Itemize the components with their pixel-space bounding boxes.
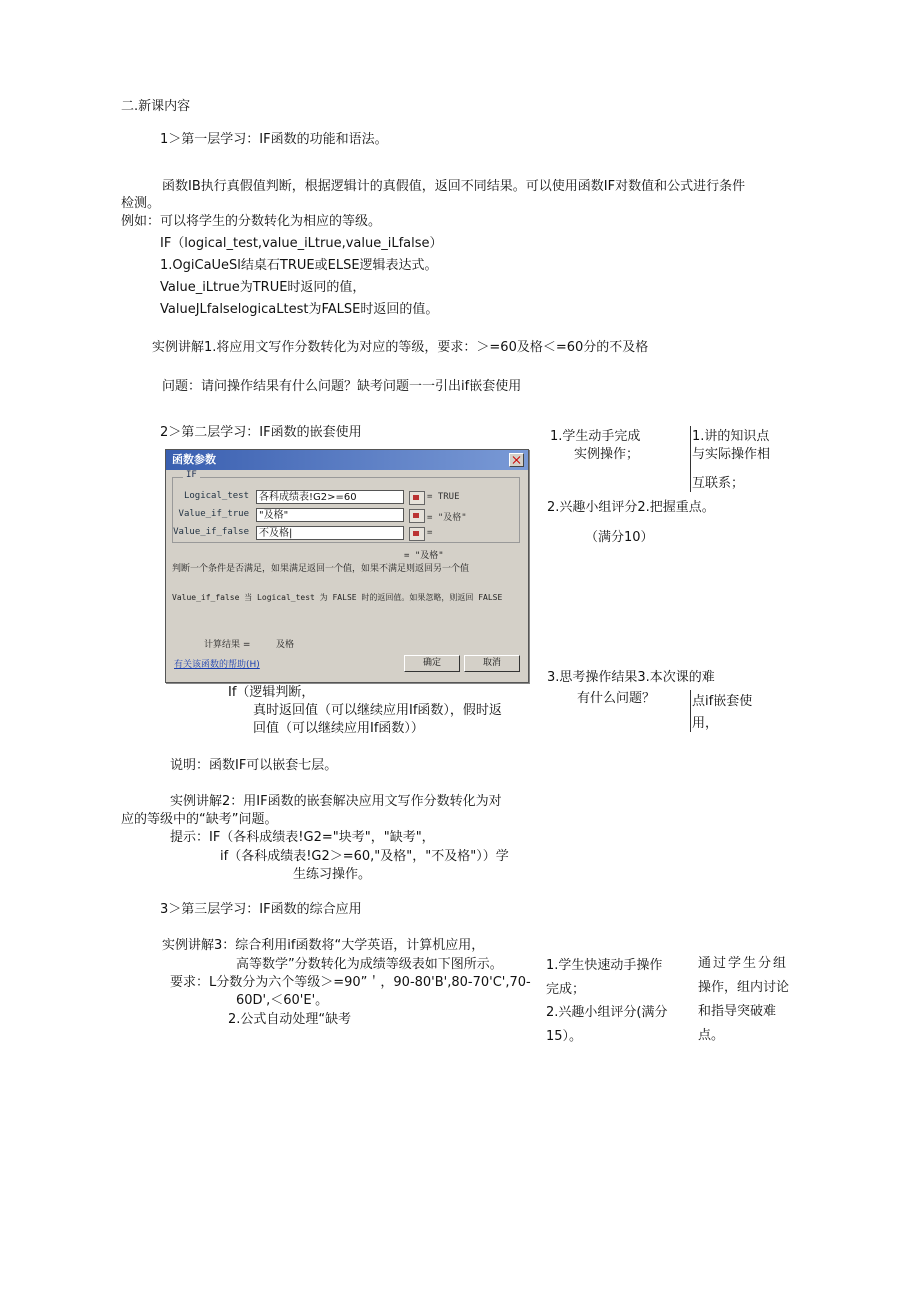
arg-value-if-false: ValueJLfalselogicaLtest为FALSE时返回的值。 [160,302,439,317]
layer1-example: 例如：可以将学生的分数转化为相应的等级。 [121,214,382,229]
value-if-false-result: = [427,528,433,538]
parameter-description: Value_if_false 当 Logical_test 为 FALSE 时的返回值。如果忽略，则返回 FALSE [172,593,503,602]
layer1-desc-line2: 检测。 [121,196,161,211]
side4-right1: 通过学生分组 [698,956,789,971]
side4-line3: 2.兴趣小组评分(满分 [546,1005,668,1020]
value-if-false-input[interactable]: 不及格| [256,526,404,540]
if-syntax: IF（logical_test,value_iLtrue,value_iLfalse） [160,236,443,251]
requirement-line3: 2.公式自动处理“缺考 [228,1012,352,1027]
group-label: IF [183,470,200,480]
ok-button[interactable]: 确定 [404,655,460,672]
bracket-divider [690,426,691,492]
if-argument-group [172,470,520,543]
case2-line1: 实例讲解2：用IF函数的嵌套解决应用文写作分数转化为对 [170,794,502,809]
layer2-heading: 2＞第二层学习：IF函数的嵌套使用 [160,425,362,440]
side3-right2: 用， [692,716,719,731]
collapse-dialog-icon[interactable] [409,491,425,505]
side3-right1: 点if嵌套使 [692,694,753,709]
value-if-true-result: = "及格" [427,513,467,523]
side1-right3: 互联系； [692,476,745,491]
hint-line3: 生练习操作。 [293,867,372,882]
side3-line1: 3.思考操作结果3.本次课的难 [547,670,715,685]
dialog-title-bar [166,450,528,470]
side2-sub: （满分10） [585,530,654,545]
layer1-desc-line1: 函数IB执行真假值判断，根据逻辑计的真假值，返回不同结果。可以使用函数IF对数值和公式进行条件 [162,179,746,194]
case3-line1: 实例讲解3：综合利用if函数将“大学英语，计算机应用， [162,938,485,953]
logical-test-result: = TRUE [427,492,460,502]
case3-line2: 高等数学”分数转化为成绩等级表如下图所示。 [236,957,503,972]
section-title: 二.新课内容 [121,99,191,114]
case1-text: 实例讲解1.将应用文写作分数转化为对应的等级，要求：＞=60及格＜=60分的不及格 [152,340,649,355]
side4-line2: 完成； [546,982,586,997]
logical-test-label: Logical_test [183,491,249,501]
if-nested-line3: 回值（可以继续应用If函数）） [253,721,424,736]
nesting-note: 说明：函数IF可以嵌套七层。 [170,758,338,773]
value-if-false-label: Value_if_false [173,527,249,537]
calc-result-value: 及格 [276,640,295,650]
function-arguments-dialog [165,449,529,683]
requirement-line1: 要求：L分数分为六个等级＞=90”＇，90-80'B',80-70'C',70- [170,975,531,990]
side1-line1: 1.学生动手完成 [550,429,641,444]
side2-text: 2.兴趣小组评分2.把握重点。 [547,500,715,515]
question-text: 问题：请问操作结果有什么问题？缺考问题一一引出if嵌套使用 [162,379,522,394]
requirement-line2: 60D',＜60'E'。 [236,993,329,1008]
side4-line1: 1.学生快速动手操作 [546,958,663,973]
side4-line4: 15）。 [546,1029,583,1044]
side4-right2: 操作，组内讨论 [698,980,790,995]
side1-line2: 实例操作； [574,447,640,462]
value-if-true-input[interactable]: "及格" [256,508,404,522]
bracket-divider [690,690,691,732]
logical-test-input[interactable]: 各科成绩表!G2>=60 [256,490,404,504]
if-nested-line1: If（逻辑判断， [228,685,315,700]
formula-result: = "及格" [404,551,444,561]
arg-value-if-true: Value_iLtrue为TRUE时返冋的值， [160,280,366,295]
side1-right1: 1.讲的知识点 [692,429,770,444]
hint-line1: 提示：IF（各科成绩表!G2="块考"，"缺考"， [170,830,435,845]
dialog-title: 函数参数 [172,453,216,466]
collapse-dialog-icon[interactable] [409,509,425,523]
value-if-true-label: Value_if_true [178,509,249,519]
side4-right4: 点。 [698,1028,725,1043]
arg-logical-test: 1.OgiCaUeSl结桌石TRUE或ELSE逻辑表达式。 [160,258,438,273]
calc-result-label: 计算结果 = [204,640,251,650]
side3-line2: 有什么问题？ [577,691,656,706]
case2-line2: 应的等级中的“缺考”问题。 [121,812,278,827]
hint-line2: if（各科成绩表!G2＞=60,"及格"，"不及格"））学 [220,849,509,864]
cancel-button[interactable]: 取消 [464,655,520,672]
if-nested-line2: 真时返回值（可以继续应用If函数），假时返 [253,703,502,718]
function-description: 判断一个条件是否满足，如果满足返回一个值，如果不满足则返回另一个值 [172,564,470,574]
collapse-dialog-icon[interactable] [409,527,425,541]
function-help-link[interactable]: 有关该函数的帮助(H) [174,660,260,670]
layer1-heading: 1＞第一层学习：IF函数的功能和语法。 [160,132,388,147]
close-icon[interactable] [509,453,524,467]
side1-right2: 与实际操作相 [692,447,771,462]
layer3-heading: 3＞第三层学习：IF函数的综合应用 [160,902,362,917]
side4-right3: 和指导突破难 [698,1004,777,1019]
